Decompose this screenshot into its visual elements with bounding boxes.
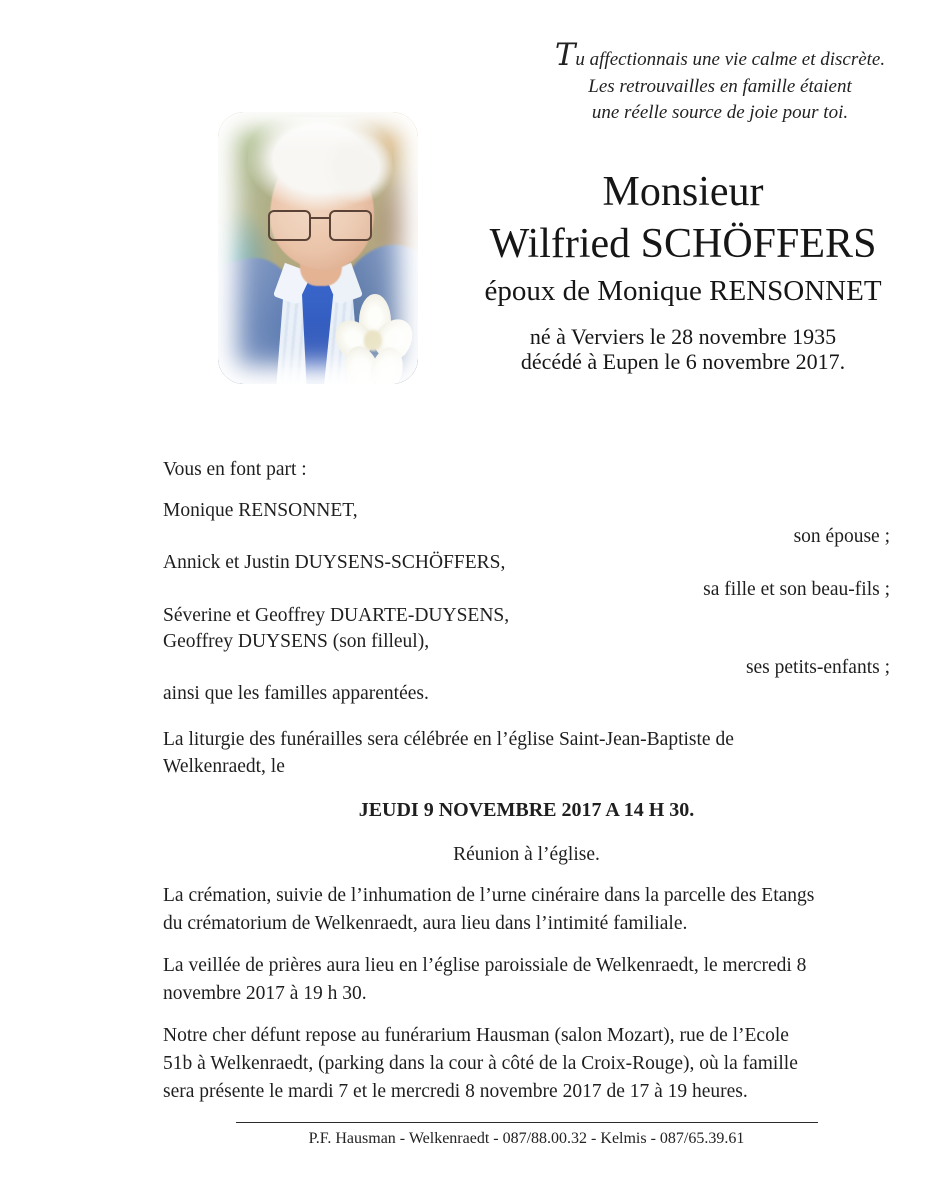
funeral-home-contact: P.F. Hausman - Welkenraedt - 087/88.00.32 - Kelmis - 087/65.39.61 [308,1130,745,1147]
cremation-line: La crémation, suivie de l’inhumation de l’urne cinéraire dans la parcelle des Etangs [163,884,815,906]
deceased-title-block [450,166,916,374]
deceased-portrait-photo [218,112,418,384]
family-relation-line: son épouse ; [793,526,890,548]
announcement-intro: Vous en font part : [163,459,307,480]
vigil-line: La veillée de prières aura lieu en l’église paroissiale de Welkenraedt, le mercredi 8 [163,954,807,976]
vigil-line: novembre 2017 à 19 h 30. [163,982,367,1004]
funeral-home-footer [163,1122,890,1148]
family-member-line: Geoffrey DUYSENS (son filleul), [163,631,430,653]
deceased-name: Wilfried SCHÖFFERS [489,221,877,267]
family-member-line: Monique RENSONNET, [163,500,358,521]
funeral-date-line: JEUDI 9 NOVEMBRE 2017 A 14 H 30. [358,798,695,821]
family-relation-line: sa fille et son beau-fils ; [703,578,890,600]
epitaph-line: Les retrouvailles en famille étaient [588,75,852,97]
epitaph-line: une réelle source de joie pour toi. [591,102,849,123]
announcement-body [163,456,890,1106]
deceased-spouse-line: époux de Monique RENSONNET [484,275,882,307]
family-closing-line: ainsi que les familles apparentées. [163,683,429,705]
vigil-paragraph [163,952,890,1008]
family-relation-line: ses petits-enfants ; [745,657,890,679]
meeting-line: Réunion à l’église. [453,844,600,866]
family-member-line: Annick et Justin DUYSENS-SCHÖFFERS, [163,552,506,574]
cremation-paragraph [163,882,890,938]
repose-line: Notre cher défunt repose au funérarium Hausman (salon Mozart), rue de l’Ecole [163,1024,789,1046]
photo-white-vignette [218,112,418,384]
repose-paragraph [163,1022,890,1106]
footer-divider-line [236,1122,818,1123]
epitaph-verse [540,37,900,127]
family-member-line: Séverine et Geoffrey DUARTE-DUYSENS, [163,604,510,626]
epitaph-line: Tu affectionnais une vie calme et discrète. [554,37,886,73]
family-list [163,498,890,708]
liturgy-line: Welkenraedt, le [163,756,285,778]
deceased-birth-line: né à Verviers le 28 novembre 1935 [529,324,837,349]
repose-line: sera présente le mardi 7 et le mercredi 8 novembre 2017 de 17 à 19 heures. [163,1080,748,1102]
deceased-honorific: Monsieur [602,169,764,215]
liturgy-paragraph [163,726,890,781]
cremation-line: du crématorium de Welkenraedt, aura lieu dans l’intimité familiale. [163,912,688,934]
liturgy-line: La liturgie des funérailles sera célébrée en l’église Saint-Jean-Baptiste de [163,728,734,750]
deceased-death-line: décédé à Eupen le 6 novembre 2017. [520,349,846,374]
repose-line: 51b à Welkenraedt, (parking dans la cour à côté de la Croix-Rouge), où la famille [163,1052,798,1074]
